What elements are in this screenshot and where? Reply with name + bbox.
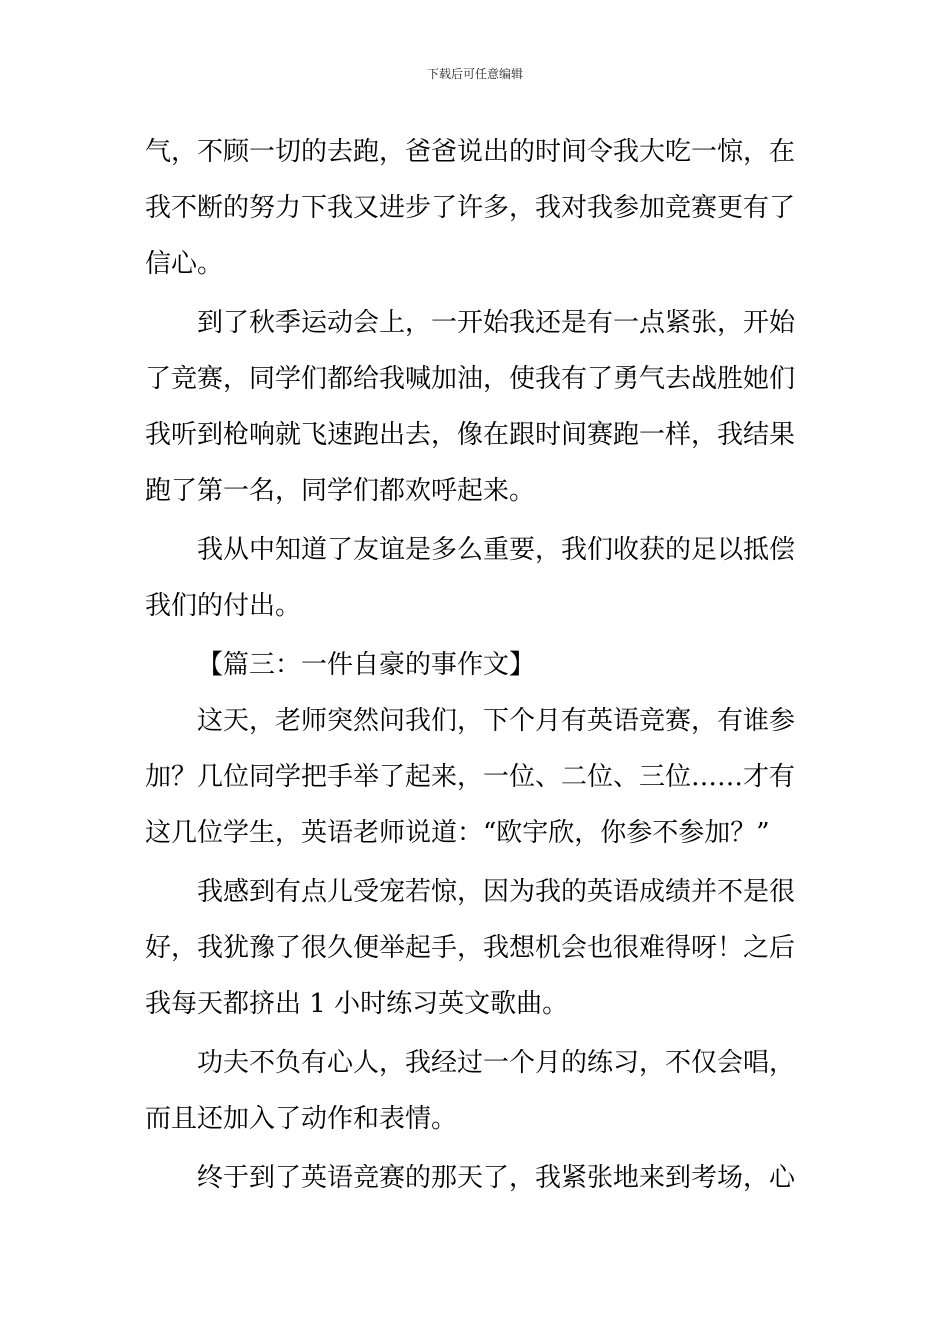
paragraph-start-line: 我感到有点儿受宠若惊，因为我的英语成绩并不是很 bbox=[197, 877, 796, 907]
text-line: 我听到枪响就飞速跑出去，像在跟时间赛跑一样，我结果 bbox=[145, 420, 796, 450]
text-line: 而且还加入了动作和表情。 bbox=[145, 1104, 458, 1134]
text-line: 气，不顾一切的去跑，爸爸说出的时间令我大吃一惊，在 bbox=[145, 137, 796, 167]
text-line: 加？几位同学把手举了起来，一位、二位、三位……才有 bbox=[145, 762, 796, 792]
paragraph-start-line: 到了秋季运动会上，一开始我还是有一点紧张，开始 bbox=[197, 308, 796, 338]
page-header: 下载后可任意编辑 bbox=[426, 67, 523, 81]
paragraph-start-line: 功夫不负有心人，我经过一个月的练习，不仅会唱， bbox=[197, 1048, 796, 1078]
text-line: 信心。 bbox=[145, 249, 224, 279]
section-heading: 【篇三：一件自豪的事作文】 bbox=[197, 650, 536, 680]
text-line: 好，我犹豫了很久便举起手，我想机会也很难得呀！之后 bbox=[145, 933, 796, 963]
text-line: 我不断的努力下我又进步了许多，我对我参加竞赛更有了 bbox=[145, 193, 796, 223]
text-line: 我们的付出。 bbox=[145, 591, 302, 621]
text-line: 了竞赛，同学们都给我喊加油，使我有了勇气去战胜她们 bbox=[145, 364, 796, 394]
document-body bbox=[145, 124, 810, 1206]
paragraph-start-line: 我从中知道了友谊是多么重要，我们收获的足以抵偿 bbox=[197, 535, 796, 565]
paragraph-start-line: 终于到了英语竞赛的那天了，我紧张地来到考场，心 bbox=[197, 1163, 796, 1193]
text-line: 跑了第一名，同学们都欢呼起来。 bbox=[145, 476, 536, 506]
text-line: 这几位学生，英语老师说道：“欧宇欣，你参不参加？” bbox=[145, 818, 770, 848]
text-line: 我每天都挤出 1 小时练习英文歌曲。 bbox=[145, 989, 569, 1019]
paragraph-start-line: 这天，老师突然问我们，下个月有英语竞赛，有谁参 bbox=[197, 706, 796, 736]
